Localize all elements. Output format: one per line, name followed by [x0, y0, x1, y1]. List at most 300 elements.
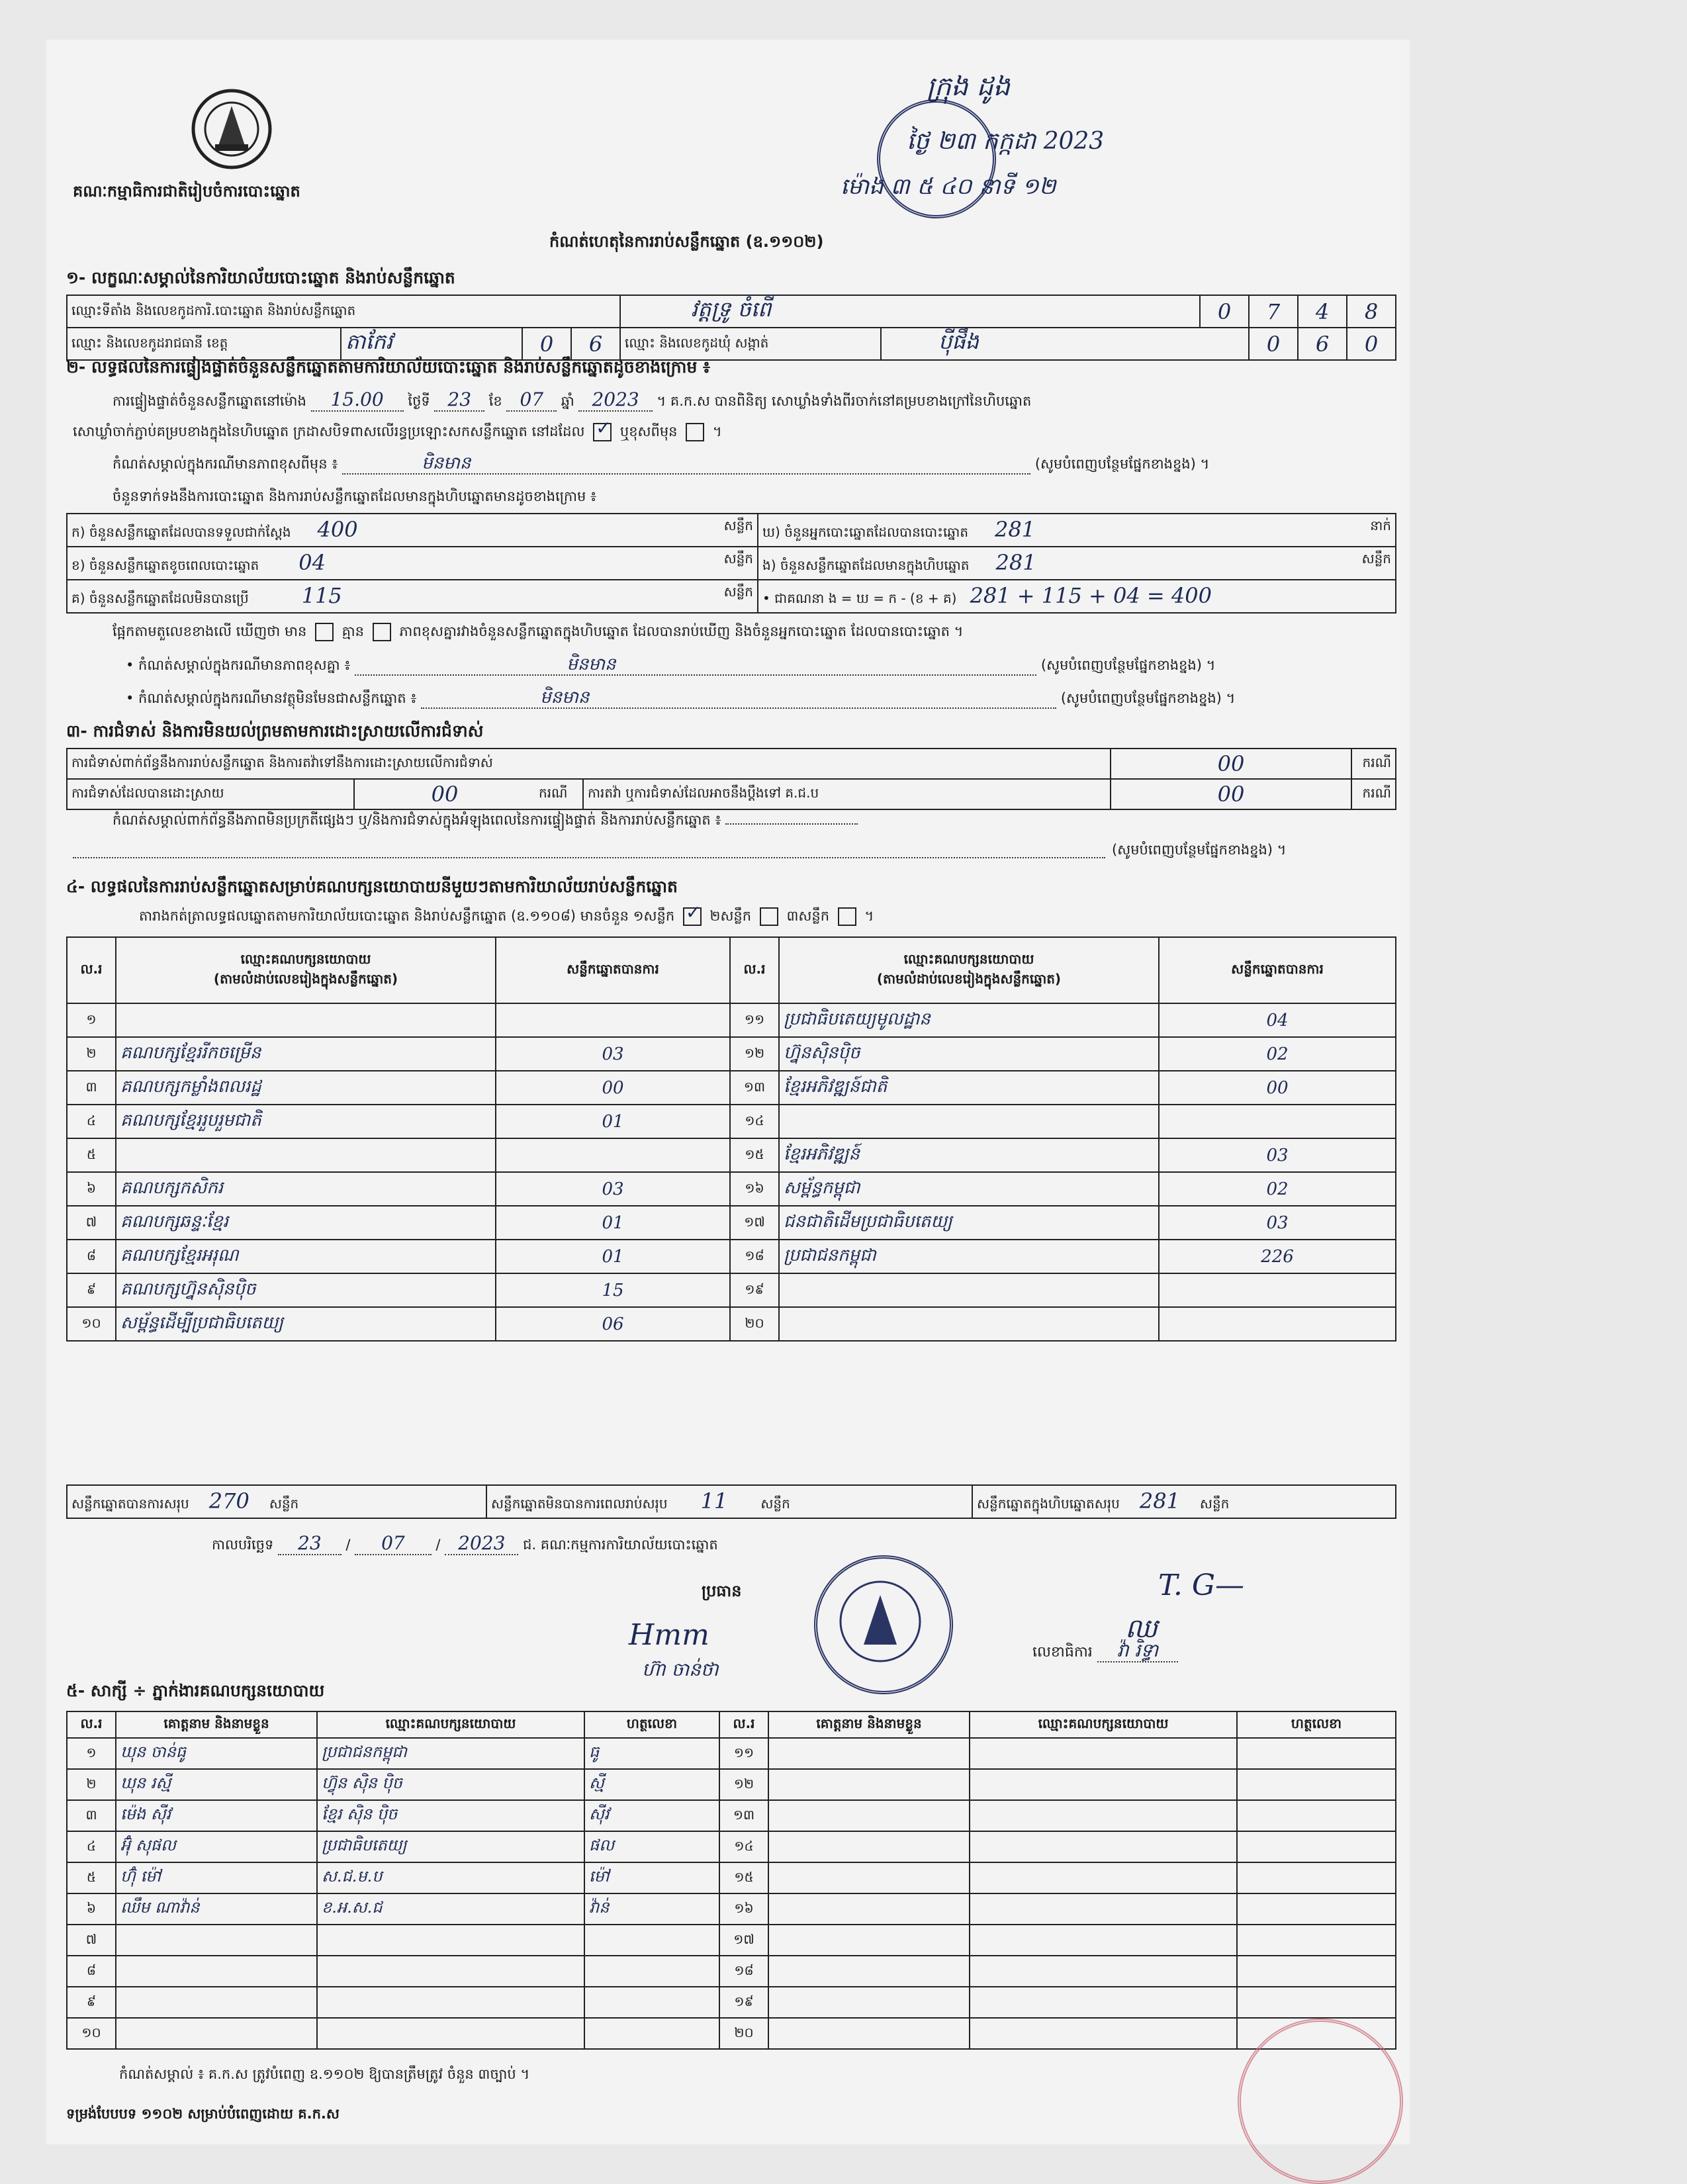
change-note-value: មិនមាន [422, 453, 471, 473]
results-votes-right-text: 226 [1261, 1246, 1294, 1267]
result-sheet-line: តារាងកត់ត្រាលទ្ធផលឆ្នោតតាមការិយាល័យបោះឆ្នោត និងរាប់សន្លឹកឆ្នោត (ឧ.១១០៨) មានចំនួន ១សន្លឹក ✓ ២សន្លឹក ៣សន្លឹក ។ [139, 907, 874, 926]
results-votes-right-text: 04 [1266, 1010, 1289, 1030]
results-party-right-text: ខ្មែរអភិវឌ្ឍន៍ជាតិ [784, 1076, 888, 1097]
change-note-label: កំណត់សម្គាល់ក្នុងករណីមានភាពខុសពីមុន ៖ [113, 456, 338, 472]
commune-value [881, 328, 1249, 360]
witness-sign-right [1237, 1831, 1396, 1862]
committee-stamp [814, 1555, 953, 1694]
results-row [67, 1037, 1396, 1071]
witness-no-left-text: ៧ [85, 1931, 97, 1947]
witness-row [67, 2018, 1396, 2049]
objection-label: ការជំទាស់ពាក់ព័ន្ធនឹងការរាប់សន្លឹកឆ្នោត និងការតវ៉ាទៅនឹងការដោះស្រាយលើការជំទាស់ [67, 749, 1111, 779]
witness-party-right [970, 2018, 1237, 2049]
witness-name-left [116, 1925, 317, 1956]
witness-sign-right [1237, 1956, 1396, 1987]
results-party-right [779, 1003, 1159, 1037]
witness-name-right [768, 1862, 970, 1893]
witness-party-left [317, 1893, 584, 1925]
witness-row [67, 1862, 1396, 1893]
secretary-signature: T. G— [1158, 1569, 1245, 1602]
result-sheet-intro: តារាងកត់ត្រាលទ្ធផលឆ្នោតតាមការិយាល័យបោះឆ្នោត និងរាប់សន្លឹកឆ្នោត (ឧ.១១០៨) មានចំនួន ១សន្លឹក [139, 908, 675, 924]
results-no-left [67, 1138, 116, 1172]
witness-sign-left-text: វ៉ាន់ [589, 1898, 610, 1917]
stamp-handwriting-1: ក្រុង ដូង [927, 71, 1011, 102]
results-party-left-text: គណបក្សខ្មែររួបរួមជាតិ [120, 1110, 261, 1130]
results-col-votes-right: សន្លឹកឆ្នោតបានការ [1159, 937, 1396, 1003]
results-party-left [116, 1138, 496, 1172]
results-party-left-text: គណបក្សកសិករ [120, 1177, 224, 1198]
secretary-name: វ៉ា រិទ្ធា [1097, 1639, 1178, 1662]
witness-row [67, 1956, 1396, 1987]
results-no-right [730, 1138, 779, 1172]
irregularity-note-line [113, 811, 858, 829]
note-2-fill: (សូមបំពេញបន្ថែមផ្នែកខាងខ្នង) ។ [1060, 690, 1236, 706]
results-party-right-text: ប្រជាធិបតេយ្យមូលដ្ឋាន [784, 1009, 931, 1029]
note-1-label: • កំណត់សម្គាល់ក្នុងករណីមានភាពខុសគ្នា ៖ [126, 657, 351, 673]
witness-no-left [67, 1925, 116, 1956]
results-party-left-text: គណបក្សខ្មែរអរុណ [120, 1245, 239, 1265]
results-no-right-text: ១៥ [745, 1146, 764, 1162]
witness-sign-left [584, 1769, 719, 1800]
results-no-left [67, 1240, 116, 1273]
witness-no-left-text: ១ [86, 1744, 97, 1760]
witness-party-left [317, 1987, 584, 2018]
witness-name-left [116, 1769, 317, 1800]
province-value-text: តាកែវ [345, 329, 393, 354]
witness-no-left [67, 1800, 116, 1831]
witness-party-right [970, 1800, 1237, 1831]
compare-rest: ភាពខុសគ្នារវាងចំនួនសន្លឹកឆ្នោតក្នុងហិបឆ្នោត ដែលបានរាប់ឃើញ និងចំនួនអ្នកបោះឆ្នោត ដែលបានបោះឆ្នោត ។ [399, 623, 964, 639]
witness-col-sign-left: ហត្ថលេខា [584, 1711, 719, 1738]
witness-no-left [67, 2018, 116, 2049]
total-valid-unit: សន្លឹក [269, 1496, 299, 1512]
witness-name-left [116, 1893, 317, 1925]
compare-line [113, 622, 964, 641]
results-no-left [67, 1105, 116, 1138]
section-1-table [66, 295, 1396, 361]
one-sheet-checkbox[interactable] [683, 907, 702, 926]
section-2-title: ២- លទ្ធផលនៃការផ្ទៀងផ្ទាត់ចំនួនសន្លឹកឆ្នោតតាមការិយាល័យបោះឆ្នោត និងរាប់សន្លឹកឆ្នោតដូចខាងក្រោម ៖ [66, 357, 711, 377]
results-body [67, 1003, 1396, 1341]
compare-label: ផ្អែកតាមតួលេខខាងលើ ឃើញថា មាន [113, 623, 307, 639]
irregularity-note-dots [725, 823, 858, 825]
total-invalid-unit: សន្លឹក [760, 1496, 790, 1512]
results-no-right-text: ២០ [745, 1314, 764, 1331]
count-a [67, 514, 758, 547]
results-table [66, 936, 1396, 1342]
total-box-label: សន្លឹកឆ្នោតក្នុងហិបឆ្នោតសរុប [977, 1496, 1120, 1512]
witness-name-right [768, 2018, 970, 2049]
witness-no-right-text: ១៣ [733, 1806, 755, 1823]
results-no-right [730, 1172, 779, 1206]
witness-no-left-text: ៩ [86, 1993, 97, 2009]
irregularity-fill: (សូមបំពេញបន្ថែមផ្នែកខាងខ្នង) ។ [1112, 842, 1287, 858]
results-party-right [779, 1138, 1159, 1172]
witness-no-right [719, 2018, 768, 2049]
count-a-label: ក) ចំនួនសន្លឹកឆ្នោតដែលបានទទួលជាក់ស្តែង [71, 524, 291, 540]
results-no-right [730, 1003, 779, 1037]
witness-party-right [970, 1956, 1237, 1987]
objection-value-text: 00 [1217, 751, 1245, 776]
count-formula [758, 580, 1396, 613]
verify-line-1-rest: ។ គ.ក.ស បានពិនិត្យ សោឃ្លាំងទាំងពីរចាក់នៅគម្របខាងក្រៅនៃហិបឆ្នោត [657, 393, 1032, 409]
results-no-right-text: ១៨ [745, 1247, 764, 1263]
date-suffix: ជ. គណៈកម្មការការិយាល័យបោះឆ្នោត [523, 1537, 718, 1553]
witness-row [67, 1893, 1396, 1925]
results-row [67, 1071, 1396, 1105]
difference-no-checkbox[interactable] [373, 623, 391, 641]
total-box [972, 1485, 1396, 1518]
results-votes-right [1159, 1003, 1396, 1037]
witness-no-left-text: ៨ [86, 1962, 97, 1978]
results-party-left [116, 1206, 496, 1240]
results-party-right [779, 1172, 1159, 1206]
witness-col-no-right: ល.រ [719, 1711, 768, 1738]
secretary-mark: ឈ [1125, 1614, 1158, 1644]
province-label: ឈ្មោះ និងលេខកូដរាជធានី ខេត្ត [67, 328, 341, 360]
witness-row [67, 1987, 1396, 2018]
total-invalid-value: 11 [700, 1488, 728, 1514]
counts-intro: ចំនួនទាក់ទងនឹងការបោះឆ្នោត និងការរាប់សន្លឹកឆ្នោតដែលមានក្នុងហិបឆ្នោតមានដូចខាងក្រោម ៖ [113, 488, 597, 504]
results-votes-right-text: 03 [1266, 1145, 1289, 1165]
stamp-handwriting-3: ម៉ោង ៣ ៥ ៤០ នាទី ១២ [841, 173, 1056, 200]
results-votes-right [1159, 1037, 1396, 1071]
date-month: 07 [355, 1532, 432, 1555]
results-no-left-text: ៣ [85, 1078, 97, 1095]
results-no-right [730, 1037, 779, 1071]
chair-label: ប្រធាន [702, 1582, 742, 1600]
changed-label: ឬខុសពីមុន [619, 424, 678, 439]
province-code-2: 6 [571, 328, 620, 360]
form-note: ទម្រង់បែបបទ ១១០២ សម្រាប់បំពេញដោយ គ.ក.ស [66, 2106, 340, 2122]
total-invalid [486, 1485, 972, 1518]
witness-party-left-text: ខ្មែរ ស៊ិន ប៉ិច [322, 1805, 398, 1823]
witness-party-left [317, 2018, 584, 2049]
witness-name-right [768, 1800, 970, 1831]
results-votes-right [1159, 1206, 1396, 1240]
complaint-value [1111, 779, 1351, 809]
witness-sign-left [584, 1862, 719, 1893]
results-votes-left [496, 1138, 730, 1172]
section-3-title: ៣- ការជំទាស់ និងការមិនយល់ព្រមតាមការដោះស្រាយលើការជំទាស់ [66, 721, 484, 741]
secretary-label: លេខាធិការ [1032, 1644, 1093, 1661]
results-votes-left-text: 15 [602, 1280, 624, 1300]
province-code-1: 0 [522, 328, 571, 360]
resolved-value-text: 00 [431, 782, 459, 807]
count-e-label: ង) ចំនួនសន្លឹកឆ្នោតដែលមានក្នុងហិបឆ្នោត [762, 557, 970, 573]
section-5-title: ៥- សាក្សី ÷ ភ្នាក់ងារគណបក្សនយោបាយ [66, 1681, 325, 1700]
note-1-line [126, 655, 1215, 676]
total-box-value: 281 [1139, 1488, 1180, 1514]
verify-hour: 15.00 [311, 388, 404, 412]
witness-name-left [116, 2018, 317, 2049]
results-votes-right [1159, 1273, 1396, 1307]
note-1-fill: (សូមបំពេញបន្ថែមផ្នែកខាងខ្នង) ។ [1040, 657, 1216, 673]
count-formula-value: 281 + 115 + 04 = 400 [970, 583, 1212, 608]
witness-col-name-right: គោត្តនាម និងនាមខ្លួន [768, 1711, 970, 1738]
count-e-unit: សន្លឹក [1361, 551, 1391, 567]
results-party-right [779, 1105, 1159, 1138]
witness-sign-left-text: ស៊ីវ [589, 1805, 610, 1823]
count-c-value: 115 [301, 583, 342, 608]
irregularity-note-label: កំណត់សម្គាល់ពាក់ព័ន្ធនឹងភាពមិនប្រក្រតីផ្សេងៗ ឬ/និងការជំទាស់ក្នុងអំឡុងពេលនៃការផ្ទៀងផ្ទាត់ និងការរាប់សន្លឹកឆ្នោត ៖ [113, 812, 721, 828]
witness-sign-left [584, 1987, 719, 2018]
counts-table [66, 513, 1396, 614]
witness-no-right [719, 1800, 768, 1831]
results-no-right [730, 1307, 779, 1341]
commune-code-3: 0 [1347, 328, 1396, 360]
form-title: កំណត់ហេតុនៃការរាប់សន្លឹកឆ្នោត (ឧ.១១០២) [549, 232, 824, 251]
location-label: ឈ្មោះទីតាំង និងលេខកូដការិ.បោះឆ្នោត និងរាប់សន្លឹកឆ្នោត [67, 295, 620, 328]
results-no-right-text: ១២ [744, 1044, 765, 1061]
results-votes-left [496, 1003, 730, 1037]
results-party-left-text: គណបក្សហ្វ៊ុនស៊ិនប៉ិច [120, 1279, 256, 1299]
verify-line-2-text: សោឃ្លាំចាក់ភ្ជាប់គម្របខាងក្នុងនៃហិបឆ្នោត ក្រដាសបិទពាសលើរន្ធប្រឡោះសកសន្លឹកឆ្នោត នៅដដែល [73, 424, 585, 439]
results-no-right [730, 1273, 779, 1307]
note-2-label: • កំណត់សម្គាល់ក្នុងករណីមានវត្ថុមិនមែនជាសន្លឹកឆ្នោត ៖ [126, 690, 417, 706]
witness-name-left-text: ឃុន រស្មី [120, 1774, 171, 1792]
results-party-right [779, 1037, 1159, 1071]
results-votes-left-text: 01 [602, 1246, 624, 1267]
witness-no-left [67, 1893, 116, 1925]
results-row [67, 1307, 1396, 1341]
witness-party-left [317, 1738, 584, 1769]
witness-no-right-text: ១៧ [733, 1931, 754, 1947]
witness-no-right [719, 1925, 768, 1956]
count-d-value: 281 [995, 517, 1036, 542]
results-no-left-text: ៥ [86, 1146, 97, 1162]
results-no-right-text: ១៣ [743, 1078, 766, 1095]
results-votes-left [496, 1307, 730, 1341]
note-2-line [126, 688, 1235, 709]
witness-sign-right [1237, 1925, 1396, 1956]
footnote: កំណត់សម្គាល់ ៖ គ.ក.ស ត្រូវបំពេញ ឧ.១១០២ ឱ្យបានត្រឹមត្រូវ ចំនួន ៣ច្បាប់ ។ [119, 2066, 530, 2082]
results-party-left [116, 1003, 496, 1037]
chair-signature: Hmm [629, 1618, 709, 1652]
verify-hour-label: ការផ្ទៀងផ្ទាត់ចំនួនសន្លឹកឆ្នោតនៅម៉ោង [113, 393, 306, 409]
resolved-label: ការជំទាស់ដែលបានដោះស្រាយ [67, 779, 354, 809]
witness-party-left-text: ស.ជ.ម.ប [322, 1867, 383, 1886]
location-code-2: 7 [1249, 295, 1298, 328]
witness-no-right [719, 1893, 768, 1925]
results-col-party-right-title: ឈ្មោះគណបក្សនយោបាយ [903, 951, 1034, 967]
witness-no-right-text: ១៥ [734, 1868, 754, 1885]
witness-name-left [116, 1956, 317, 1987]
witness-no-right-text: ១៨ [734, 1962, 754, 1978]
verify-year: 2023 [578, 388, 652, 412]
change-note-dots [342, 454, 1030, 475]
commune-code-1: 0 [1249, 328, 1298, 360]
results-no-left-text: ៦ [86, 1179, 97, 1196]
results-col-party-left-title: ឈ្មោះគណបក្សនយោបាយ [240, 951, 371, 967]
witness-no-right [719, 1769, 768, 1800]
results-votes-right [1159, 1138, 1396, 1172]
stamp-handwriting-2: ថ្ងៃ ២៣ កក្កដា 2023 [907, 128, 1105, 155]
count-a-unit: សន្លឹក [723, 518, 753, 533]
witness-party-left [317, 1831, 584, 1862]
witness-no-right [719, 1831, 768, 1862]
objections-table [66, 748, 1396, 810]
date-day: 23 [278, 1532, 342, 1555]
results-votes-left-text: 01 [602, 1111, 624, 1132]
results-row [67, 1138, 1396, 1172]
results-votes-left [496, 1071, 730, 1105]
results-party-left-text: គណបក្សខ្មែររីកចម្រើន [120, 1042, 261, 1063]
witness-party-right [970, 1738, 1237, 1769]
witness-name-left [116, 1831, 317, 1862]
witness-no-left [67, 1987, 116, 2018]
results-no-left [67, 1037, 116, 1071]
witness-sign-left-text: ធូ [589, 1743, 600, 1761]
unchanged-checkbox[interactable] [593, 423, 612, 441]
verify-day: 23 [434, 388, 484, 412]
results-votes-right [1159, 1071, 1396, 1105]
resolved-unit: ករណី [535, 779, 583, 809]
results-votes-left [496, 1273, 730, 1307]
results-votes-left [496, 1105, 730, 1138]
verify-line-1 [113, 390, 1031, 410]
witness-col-no-left: ល.រ [67, 1711, 116, 1738]
witness-party-right [970, 1987, 1237, 2018]
results-row [67, 1105, 1396, 1138]
witness-name-right [768, 1987, 970, 2018]
count-c [67, 580, 758, 613]
results-no-right [730, 1105, 779, 1138]
results-party-right-text: ខ្មែរអភិវឌ្ឍន៍ [784, 1144, 860, 1164]
commune-value-text: ប៉ីផឹង [938, 329, 979, 354]
two-sheet-checkbox[interactable] [760, 907, 778, 926]
results-votes-left [496, 1172, 730, 1206]
results-no-right [730, 1206, 779, 1240]
results-row [67, 1273, 1396, 1307]
results-party-left [116, 1273, 496, 1307]
results-no-left [67, 1307, 116, 1341]
location-code-3: 4 [1298, 295, 1347, 328]
verify-month-label: ខែ [488, 393, 502, 409]
secretary-line [1032, 1641, 1178, 1662]
results-no-right-text: ១៩ [745, 1281, 764, 1297]
witness-no-left [67, 1769, 116, 1800]
results-col-no-right: ល.រ [730, 937, 779, 1003]
results-no-left [67, 1273, 116, 1307]
witness-party-left [317, 1925, 584, 1956]
results-votes-left [496, 1206, 730, 1240]
results-party-left [116, 1240, 496, 1273]
results-no-left-text: ៧ [85, 1213, 97, 1230]
count-b-label: ខ) ចំនួនសន្លឹកឆ្នោតខូចពេលបោះឆ្នោត [71, 557, 259, 573]
witness-name-left-text: អ៊ុំ សុផល [120, 1836, 176, 1854]
results-party-left [116, 1037, 496, 1071]
results-party-right [779, 1273, 1159, 1307]
results-col-party-left [116, 937, 496, 1003]
witness-row [67, 1769, 1396, 1800]
witness-sign-left [584, 1831, 719, 1862]
verify-day-label: ថ្ងៃទី [408, 393, 430, 409]
verify-line-2: សោឃ្លាំចាក់ភ្ជាប់គម្របខាងក្នុងនៃហិបឆ្នោត ក្រដាសបិទពាសលើរន្ធប្រឡោះសកសន្លឹកឆ្នោត នៅដដែល ✓ ឬខុសពីមុន ។ [73, 422, 722, 441]
note-2-value: មិនមាន [540, 688, 590, 707]
results-votes-left-text: 06 [602, 1314, 624, 1334]
results-no-left-text: ៤ [86, 1112, 97, 1128]
witness-name-left [116, 1862, 317, 1893]
count-a-value: 400 [317, 517, 358, 542]
witness-no-left [67, 1862, 116, 1893]
results-party-right [779, 1206, 1159, 1240]
witness-sign-left [584, 1800, 719, 1831]
results-votes-right [1159, 1105, 1396, 1138]
witness-no-right [719, 1987, 768, 2018]
results-votes-left-text: 03 [602, 1179, 624, 1199]
witness-name-right [768, 1925, 970, 1956]
change-note-line [113, 454, 1383, 475]
results-party-left [116, 1105, 496, 1138]
witness-party-left [317, 1769, 584, 1800]
witness-sign-right [1237, 1862, 1396, 1893]
red-stamp [1238, 2019, 1403, 2184]
note-1-value: មិនមាន [567, 655, 616, 674]
location-value [620, 295, 1200, 328]
results-votes-right-text: 03 [1266, 1212, 1289, 1233]
witness-party-left-text: ហ៊្វុន ស៊ិន ប៉ិច [322, 1774, 402, 1792]
results-votes-left-text: 01 [602, 1212, 624, 1233]
witness-party-left-text: ប្រជាជនកម្ពុជា [322, 1743, 408, 1761]
witness-row [67, 1800, 1396, 1831]
section-4-title: ៤- លទ្ធផលនៃការរាប់សន្លឹកឆ្នោតសម្រាប់គណបក្សនយោបាយនីមួយៗតាមការិយាល័យរាប់សន្លឹកឆ្នោត [66, 877, 678, 896]
total-valid-label: សន្លឹកឆ្នោតបានការសរុប [71, 1496, 189, 1512]
results-no-right-text: ១៧ [744, 1213, 765, 1230]
commune-code-2: 6 [1298, 328, 1347, 360]
witness-name-left-text: ឈឹម ណាវ៉ាន់ [120, 1898, 200, 1917]
results-no-left-text: ១ [86, 1011, 97, 1027]
witness-sign-right [1237, 1769, 1396, 1800]
witness-sign-right [1237, 1893, 1396, 1925]
witness-row [67, 1831, 1396, 1862]
three-sheet-checkbox[interactable] [838, 907, 856, 926]
witness-sign-left-text: ស្មី [589, 1774, 604, 1792]
witness-col-party-right: ឈ្មោះគណបក្សនយោបាយ [970, 1711, 1237, 1738]
results-no-right [730, 1071, 779, 1105]
witness-no-left [67, 1738, 116, 1769]
witness-name-right [768, 1769, 970, 1800]
witness-no-left-text: ១០ [81, 2024, 101, 2040]
results-party-right [779, 1240, 1159, 1273]
results-votes-right [1159, 1172, 1396, 1206]
results-no-left [67, 1206, 116, 1240]
results-col-votes-left: សន្លឹកឆ្នោតបានការ [496, 937, 730, 1003]
witness-table [66, 1711, 1396, 2050]
results-party-left [116, 1071, 496, 1105]
witness-no-left-text: ៤ [86, 1837, 97, 1854]
witness-name-left-text: ឃុន ចាន់ធូ [120, 1743, 187, 1761]
witness-name-right [768, 1893, 970, 1925]
results-row [67, 1206, 1396, 1240]
nec-logo [189, 86, 275, 172]
witness-no-right-text: ១១ [733, 1744, 754, 1760]
results-votes-right [1159, 1307, 1396, 1341]
witness-party-left [317, 1956, 584, 1987]
results-no-left [67, 1172, 116, 1206]
changed-checkbox[interactable] [686, 423, 704, 441]
witness-party-right [970, 1862, 1237, 1893]
results-party-left [116, 1172, 496, 1206]
results-party-left [116, 1307, 496, 1341]
complaint-unit: ករណី [1351, 779, 1396, 809]
change-fill-note: (សូមបំពេញបន្ថែមផ្នែកខាងខ្នង) ។ [1034, 456, 1210, 472]
witness-name-right [768, 1831, 970, 1862]
note-1-dots [355, 655, 1036, 676]
witness-name-right [768, 1738, 970, 1769]
witness-party-right [970, 1893, 1237, 1925]
difference-yes-checkbox[interactable] [315, 623, 334, 641]
